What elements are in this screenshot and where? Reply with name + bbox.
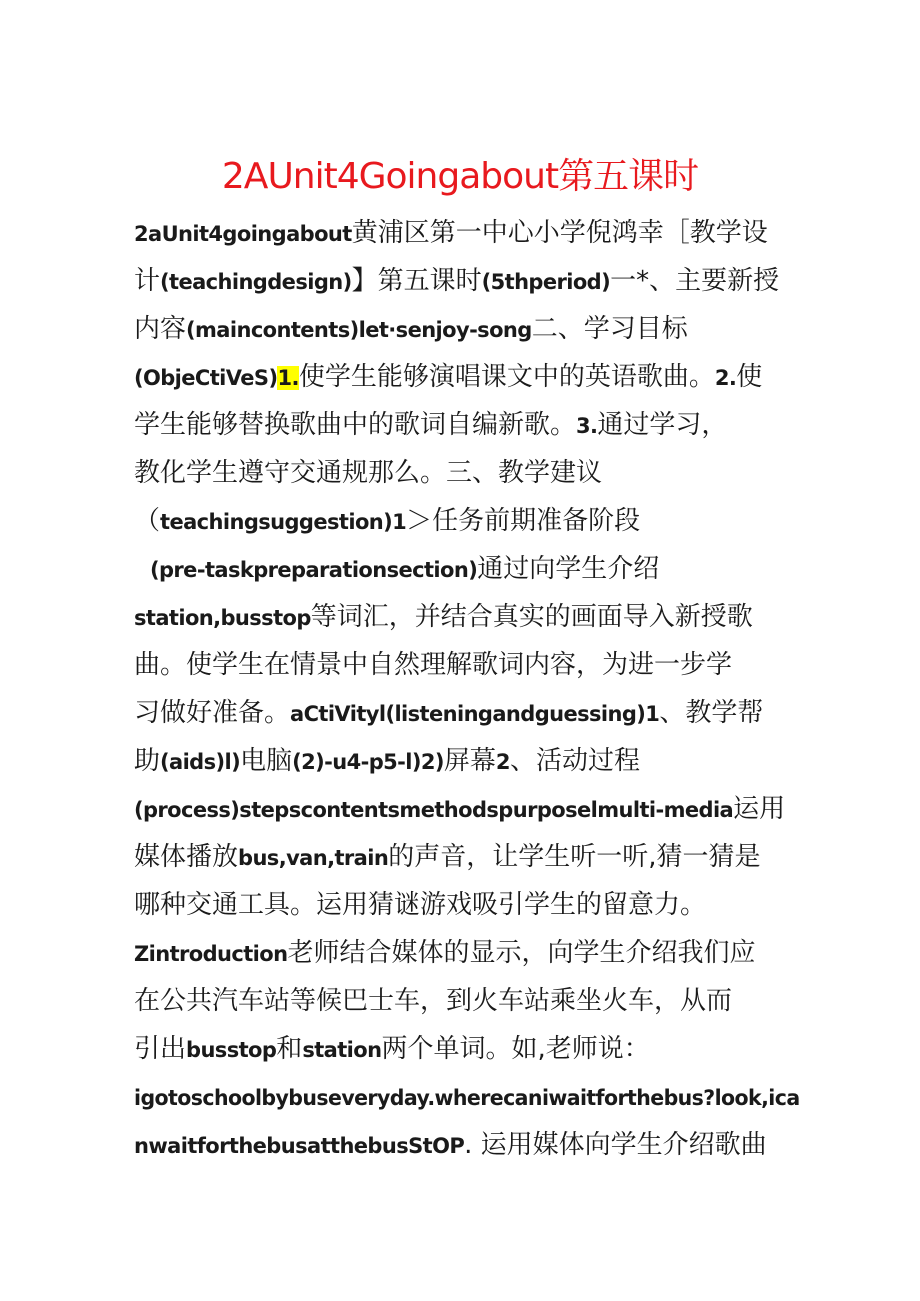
cjk-run: 二、学习目标 <box>531 314 688 344</box>
latin-run: (5thperiod) <box>481 270 611 294</box>
text-line <box>134 264 779 299</box>
latin-run: busstop <box>186 1038 277 1062</box>
text-line <box>134 600 753 635</box>
cjk-run: 曲。使学生在情景中自然理解歌词内容，为进一步学 <box>134 650 733 680</box>
text-line <box>134 216 768 251</box>
text-line <box>134 744 640 779</box>
cjk-run: 黄浦区第一中心小学倪鸿幸［教学设 <box>351 218 768 248</box>
latin-run: (teachingdesign) <box>160 270 352 294</box>
text-line <box>134 792 785 827</box>
text-line <box>150 552 659 587</box>
latin-run: (aids)l) <box>160 750 241 774</box>
latin-run: station <box>302 1038 382 1062</box>
latin-run: aCtiVityl(listeningandguessing)1 <box>290 702 660 726</box>
latin-run: 2 <box>495 750 510 774</box>
cjk-run: . 运用媒体向学生介绍歌曲 <box>464 1130 767 1160</box>
cjk-run: 、教学帮 <box>659 698 764 728</box>
latin-run: teachingsuggestion)1 <box>160 510 407 534</box>
text-line <box>134 312 688 347</box>
text-line <box>134 1032 650 1067</box>
text-line <box>134 984 732 1018</box>
text-line <box>134 408 727 443</box>
text-line <box>134 1080 800 1115</box>
cjk-run: 电脑 <box>240 746 293 776</box>
cjk-run: ＞任务前期准备阶段 <box>406 506 641 536</box>
text-line <box>134 888 706 922</box>
cjk-run: 使 <box>736 362 763 392</box>
cjk-run: 哪种交通工具。运用猜谜游戏吸引学生的留意力。 <box>134 890 707 920</box>
cjk-run: 助 <box>134 746 161 776</box>
cjk-run: 两个单词。如,老师说： <box>381 1034 650 1064</box>
latin-run: 2aUnit4goingabout <box>134 222 352 246</box>
latin-run: station,busstop <box>134 606 311 630</box>
cjk-run: 等词汇，并结合真实的画面导入新授歌 <box>310 602 753 632</box>
latin-run: igotoschoolbybuseveryday.wherecaniwaitforthebus?look,ica <box>134 1086 800 1110</box>
cjk-run: 和 <box>276 1034 303 1064</box>
cjk-run: 的声音，让学生听一听,猜一猜是 <box>388 842 761 872</box>
cjk-run: 引出 <box>134 1034 187 1064</box>
latin-run: bus,van,train <box>238 846 389 870</box>
text-line <box>134 504 640 539</box>
cjk-run: 通过学习， <box>597 410 728 440</box>
latin-run: (process)stepscontentsmethodspurposelmulti-media <box>134 798 734 822</box>
latin-run: (pre-taskpreparationsection) <box>150 558 478 582</box>
cjk-run: 】第五课时 <box>351 266 482 296</box>
latin-run: nwaitforthebusatthebusStOP <box>134 1134 465 1158</box>
cjk-run: 媒体播放 <box>134 842 239 872</box>
text-line <box>134 1128 767 1163</box>
cjk-run: （ <box>134 506 161 536</box>
document-title: 2AUnit4Goingabout第五课时 <box>221 156 699 197</box>
cjk-run: 习做好准备。 <box>134 698 291 728</box>
cjk-run: 屏幕 <box>443 746 496 776</box>
cjk-run: 使学生能够演唱课文中的英语歌曲。 <box>298 362 715 392</box>
text-line <box>134 456 602 490</box>
text-line <box>134 936 755 971</box>
cjk-run: 通过向学生介绍 <box>477 554 660 584</box>
latin-run: (2)-u4-p5-l)2) <box>292 750 444 774</box>
cjk-run: 内容 <box>134 314 187 344</box>
cjk-run: 教化学生遵守交通规那么。三、教学建议 <box>134 458 603 488</box>
text-line <box>134 360 762 395</box>
text-line <box>134 696 763 731</box>
text-line <box>134 840 760 875</box>
text-line <box>134 648 732 682</box>
latin-run: 1. <box>277 366 299 390</box>
cjk-run: 运用 <box>733 794 786 824</box>
latin-run: 2. <box>714 366 737 390</box>
cjk-run: 在公共汽车站等候巴士车，到火车站乘坐火车，从而 <box>134 986 733 1016</box>
cjk-run: 学生能够替换歌曲中的歌词自编新歌。 <box>134 410 577 440</box>
cjk-run: 一*、主要新授 <box>610 266 780 296</box>
cjk-run: 、活动过程 <box>509 746 640 776</box>
latin-run: 3. <box>576 414 598 438</box>
cjk-run: 老师结合媒体的显示，向学生介绍我们应 <box>287 938 756 968</box>
latin-run: (maincontents)let·senjoy-song <box>186 318 532 342</box>
latin-run: Zintroduction <box>134 942 288 966</box>
latin-run: (ObjeCtiVeS) <box>134 366 278 390</box>
cjk-run: 计 <box>134 266 161 296</box>
